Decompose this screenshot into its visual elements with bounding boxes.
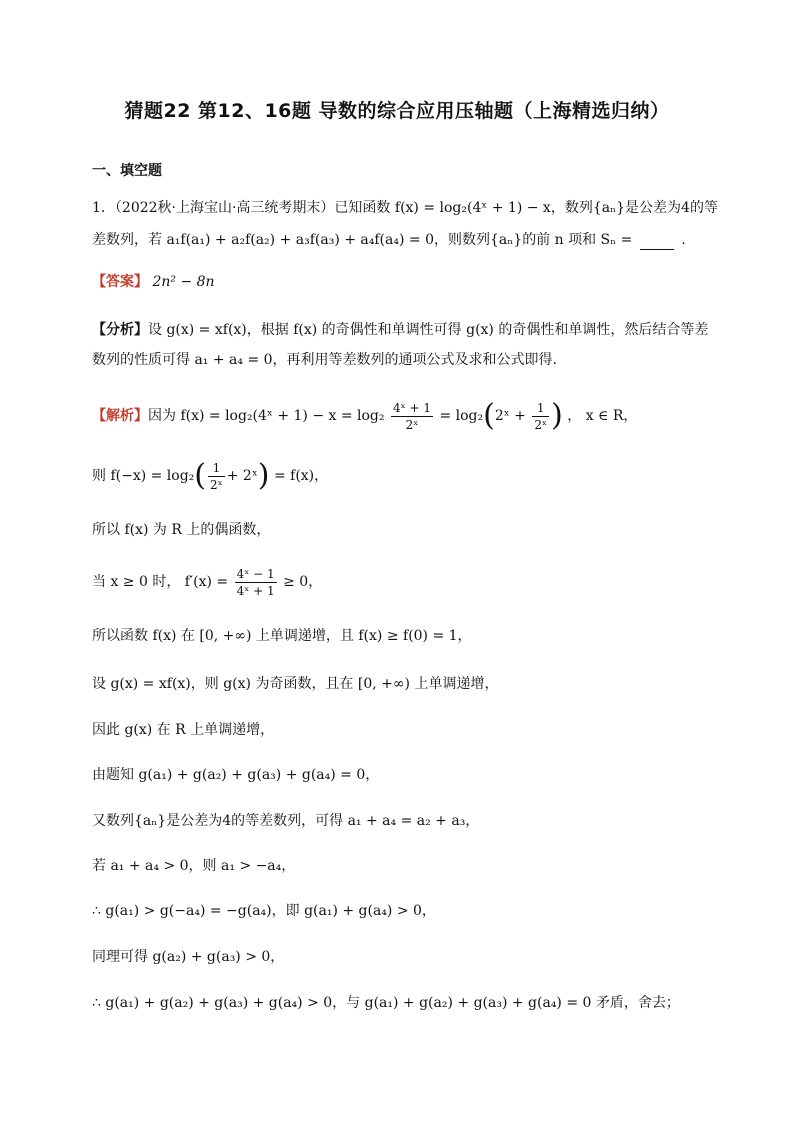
fraction-denominator: 2ˣ	[210, 477, 223, 492]
solution-line-13: ∴ g(a₁) + g(a₂) + g(a₃) + g(a₄) > 0，与 g(a₁) + g(a₂) + g(a₃) + g(a₄) = 0 矛盾，舍去；	[92, 995, 680, 1011]
sol-2a: 则 f(−x) = log₂	[92, 468, 195, 484]
fraction-denominator: 4ˣ + 1	[236, 583, 275, 598]
question-1-line-2	[92, 230, 707, 250]
sol-1d: ， x ∈ R，	[567, 408, 638, 424]
fraction-numerator: 1	[532, 400, 549, 417]
solution-line-1	[92, 398, 707, 434]
solution-line-7: 因此 g(x) 在 R 上单调递增，	[92, 722, 275, 738]
analysis-text-1: 设 g(x) = xf(x)，根据 f(x) 的奇偶性和单调性可得 g(x) 的奇偶性和单调性，然后结合等差	[148, 322, 709, 338]
fraction-denominator: 2ˣ	[405, 417, 419, 432]
solution-line-8: 由题知 g(a₁) + g(a₂) + g(a₃) + g(a₄) = 0，	[92, 767, 380, 783]
sol-2b: + 2ˣ	[226, 468, 258, 484]
fraction-numerator: 1	[208, 460, 225, 477]
question-1-text: 差数列，若 a₁f(a₁) + a₂f(a₂) + a₃f(a₃) + a₄f(a₄) = 0，则数列{aₙ}的前 n 项和 Sₙ =	[92, 232, 633, 248]
right-paren: )	[257, 458, 270, 493]
analysis-tag: 【分析】	[92, 322, 148, 338]
solution-line-3: 所以 f(x) 为 R 上的偶函数，	[92, 522, 271, 538]
fraction-denominator: 2ˣ	[534, 417, 548, 432]
left-paren: (	[194, 458, 207, 493]
analysis-line-2: 数列的性质可得 a₁ + a₄ = 0，再利用等差数列的通项公式及求和公式即得.	[92, 352, 557, 368]
question-1-line-1: 1．（2022秋·上海宝山·高三统考期末）已知函数 f(x) = log₂(4ˣ + 1) − x，数列{aₙ}是公差为4的等	[92, 200, 718, 216]
sol-1a: 因为 f(x) = log₂(4ˣ + 1) − x = log₂	[148, 408, 385, 424]
answer-line	[92, 272, 707, 292]
fraction-numerator: 4ˣ − 1	[236, 566, 275, 581]
fraction	[208, 460, 225, 493]
solution-line-9: 又数列{aₙ}是公差为4的等差数列，可得 a₁ + a₄ = a₂ + a₃，	[92, 813, 480, 829]
sol-4b: ≥ 0，	[283, 574, 323, 590]
question-1-period: .	[681, 232, 686, 248]
solution-tag: 【解析】	[92, 408, 148, 424]
right-paren: )	[551, 398, 563, 433]
left-paren: (	[483, 398, 495, 433]
solution-line-5: 所以函数 f(x) 在 [0, +∞) 上单调递增，且 f(x) ≥ f(0) = 1，	[92, 628, 472, 644]
sol-2c: = f(x)，	[273, 468, 329, 484]
answer-blank	[640, 235, 674, 250]
fraction	[391, 400, 433, 433]
solution-line-4	[92, 564, 707, 600]
analysis-line-1	[92, 320, 707, 340]
sol-1c: 2ˣ +	[494, 408, 526, 424]
page-title: 猜题22 第12、16题 导数的综合应用压轴题（上海精选归纳）	[124, 100, 670, 122]
sol-4a: 当 x ≥ 0 时， f′(x) =	[92, 574, 229, 590]
section-heading: 一、填空题	[92, 163, 162, 179]
fraction	[235, 566, 277, 599]
solution-line-12: 同理可得 g(a₂) + g(a₃) > 0，	[92, 949, 285, 965]
fraction	[532, 400, 549, 433]
solution-line-11: ∴ g(a₁) > g(−a₄) = −g(a₄)，即 g(a₁) + g(a₄) > 0，	[92, 903, 436, 919]
sol-1b: = log₂	[439, 408, 484, 424]
answer-value: 2n² − 8n	[152, 274, 215, 290]
answer-tag: 【答案】	[92, 274, 148, 290]
fraction-numerator: 4ˣ + 1	[392, 400, 432, 415]
solution-line-6: 设 g(x) = xf(x)，则 g(x) 为奇函数，且在 [0, +∞) 上单调递增，	[92, 676, 499, 692]
solution-line-10: 若 a₁ + a₄ > 0，则 a₁ > −a₄，	[92, 858, 296, 874]
solution-line-2	[92, 458, 707, 494]
